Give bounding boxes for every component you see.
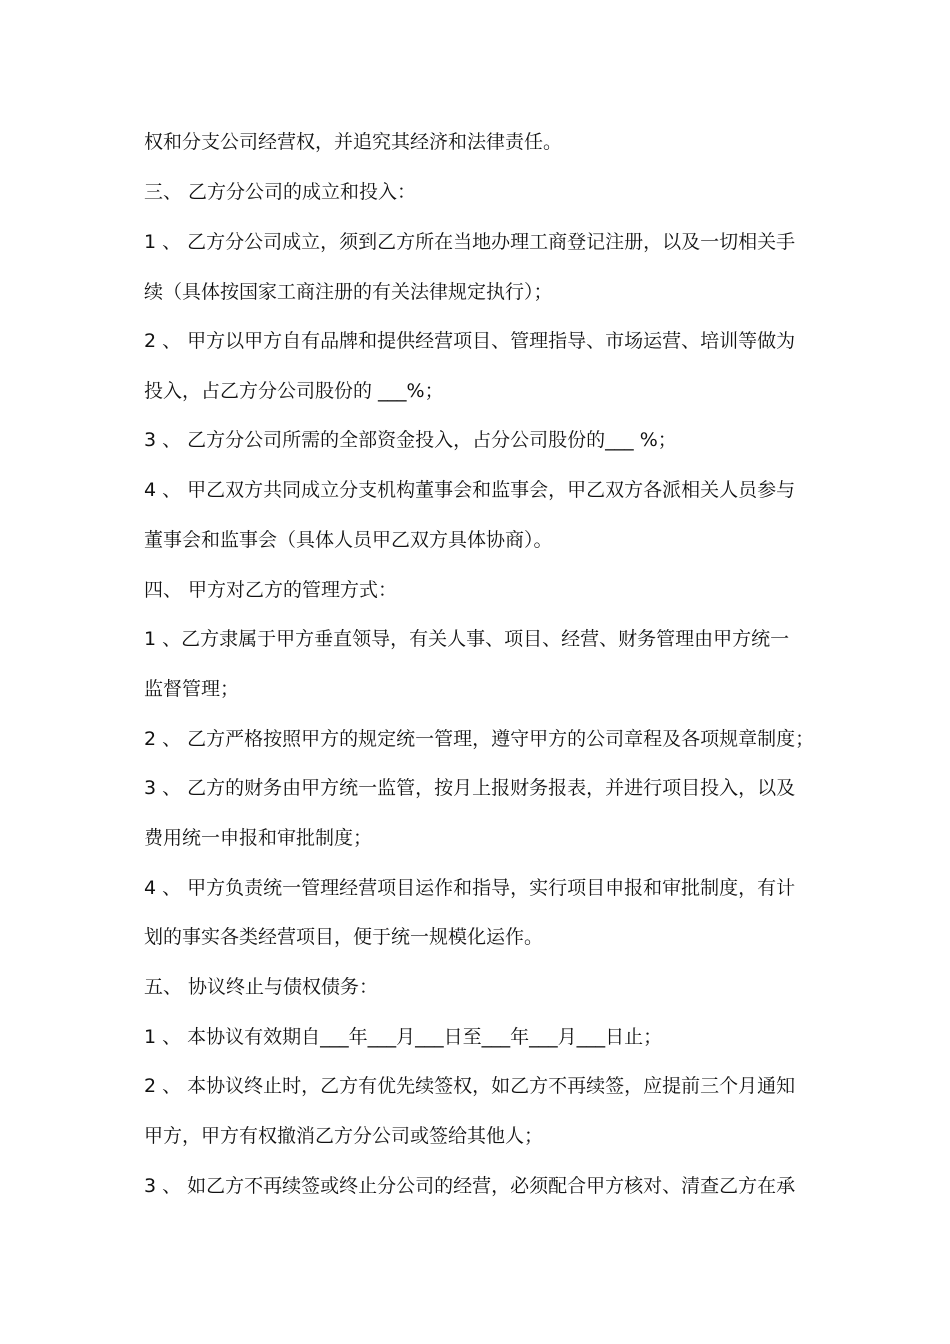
text-line: 4 、 甲乙双方共同成立分支机构董事会和监事会，甲乙双方各派相关人员参与 — [144, 479, 796, 501]
text-line: 董事会和监事会（具体人员甲乙双方具体协商）。 — [144, 529, 553, 551]
section-heading-5: 五、 协议终止与债权债务： — [144, 976, 379, 998]
text-line: 费用统一申报和审批制度； — [144, 827, 373, 849]
text-line: 权和分支公司经营权，并追究其经济和法律责任。 — [144, 131, 563, 153]
text-line: 投入，占乙方分公司股份的 ___%； — [144, 380, 444, 402]
text-line: 2 、 乙方严格按照甲方的规定统一管理，遵守甲方的公司章程及各项规章制度； — [144, 728, 815, 750]
text-line: 甲方，甲方有权撤消乙方分公司或签给其他人； — [144, 1125, 544, 1147]
text-line: 2 、 本协议终止时，乙方有优先续签权，如乙方不再续签，应提前三个月通知 — [144, 1075, 796, 1097]
text-line: 3 、 乙方分公司所需的全部资金投入，占分公司股份的___ %； — [144, 429, 677, 451]
section-heading-3: 三、 乙方分公司的成立和投入： — [144, 181, 417, 203]
text-line: 监督管理； — [144, 678, 240, 700]
section-heading-4: 四、 甲方对乙方的管理方式： — [144, 579, 398, 601]
text-line: 1 、乙方隶属于甲方垂直领导，有关人事、项目、经营、财务管理由甲方统一 — [144, 628, 790, 650]
text-line: 2 、 甲方以甲方自有品牌和提供经营项目、管理指导、市场运营、培训等做为 — [144, 330, 796, 352]
text-line: 3 、 如乙方不再续签或终止分公司的经营，必须配合甲方核对、清查乙方在承 — [144, 1175, 796, 1197]
text-line: 划的事实各类经营项目，便于统一规模化运作。 — [144, 926, 544, 948]
text-line: 1 、 乙方分公司成立，须到乙方所在当地办理工商登记注册，以及一切相关手 — [144, 231, 796, 253]
text-line: 3 、 乙方的财务由甲方统一监管，按月上报财务报表，并进行项目投入，以及 — [144, 777, 796, 799]
text-line: 4 、 甲方负责统一管理经营项目运作和指导，实行项目申报和审批制度，有计 — [144, 877, 796, 899]
text-line: 1 、 本协议有效期自___年___月___日至___年___月___日止； — [144, 1026, 663, 1048]
text-line: 续（具体按国家工商注册的有关法律规定执行）； — [144, 281, 553, 303]
